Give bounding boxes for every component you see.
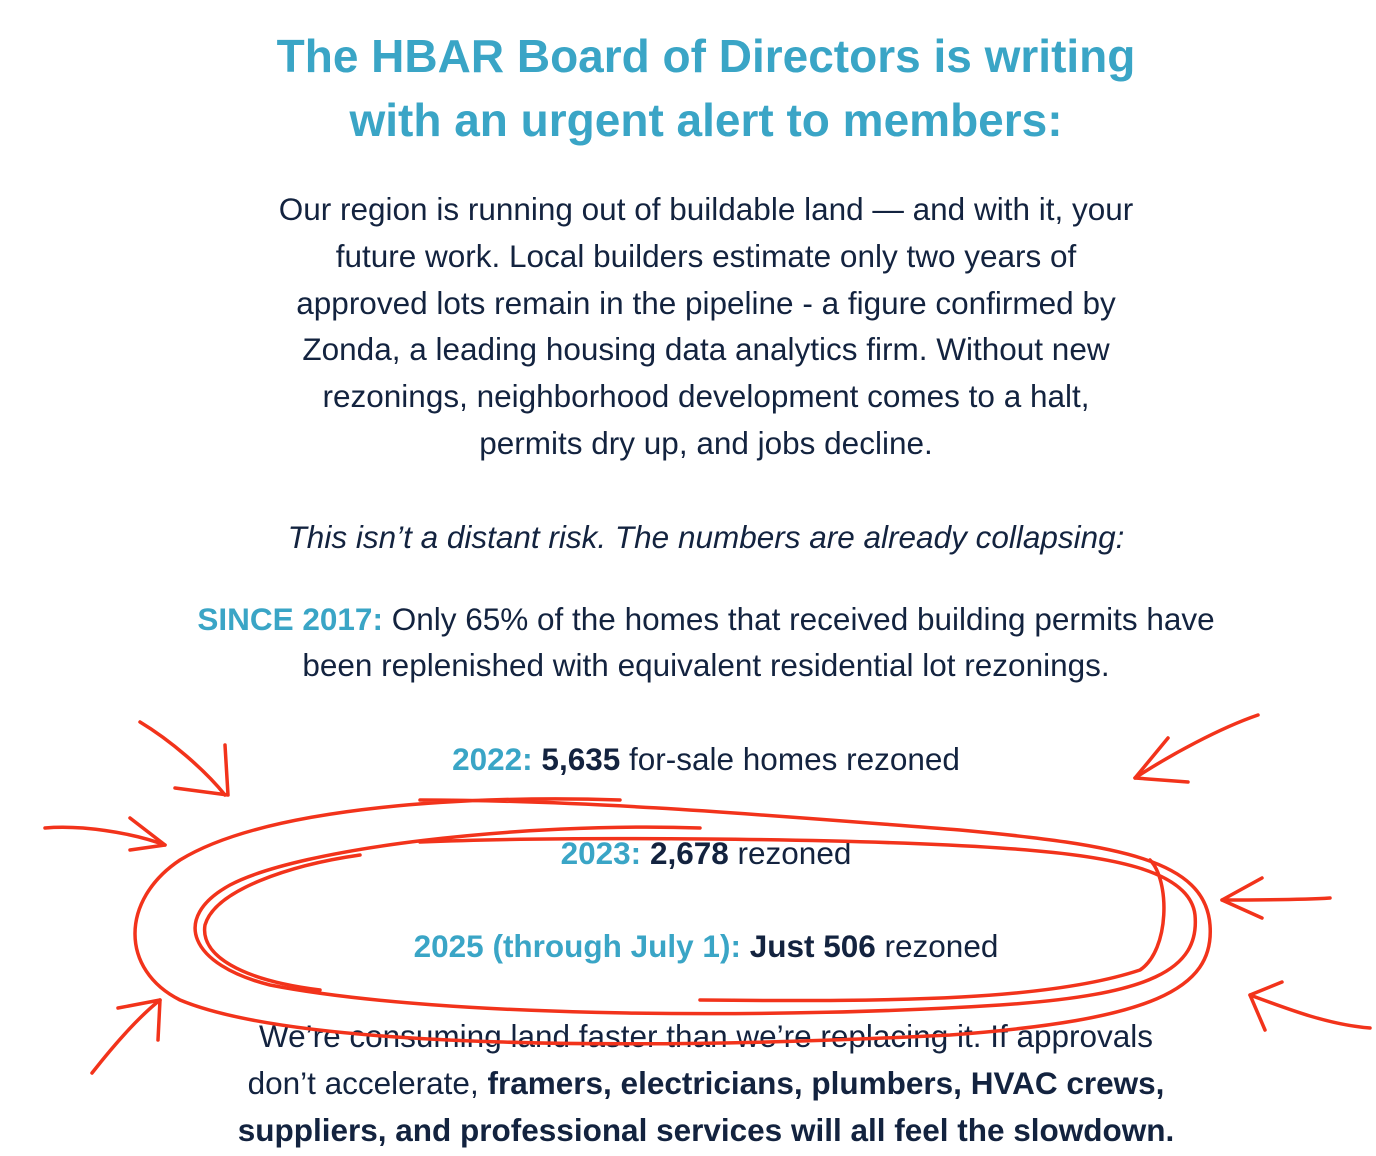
closing-paragraph [0, 1013, 1376, 1154]
since-label: SINCE 2017: [197, 601, 383, 637]
stat-2023 [0, 830, 1376, 876]
intro-paragraph [0, 186, 1376, 467]
closing-line-2 [0, 1060, 1376, 1107]
stat-2022 [0, 736, 1376, 782]
headline [0, 24, 1376, 152]
intro-line-5: rezonings, neighborhood development comes to a halt, [322, 378, 1090, 415]
closing-line-3: suppliers, and professional services will all feel the slowdown. [237, 1112, 1175, 1148]
stat-label: 2023: [560, 835, 642, 871]
since-2017-paragraph [0, 596, 1376, 688]
closing-line-2-text: don’t accelerate, [247, 1065, 488, 1101]
intro-line-2: future work. Local builders estimate only two years of [335, 237, 1077, 274]
intro-line-6: permits dry up, and jobs decline. [479, 424, 933, 461]
intro-line-3: approved lots remain in the pipeline - a figure confirmed by [296, 284, 1116, 321]
stat-value: 5,635 [541, 741, 621, 777]
since-line-1 [0, 596, 1376, 642]
arrow-right [1222, 878, 1330, 918]
closing-line-2-bold: framers, electricians, plumbers, HVAC crews, [487, 1065, 1165, 1101]
stat-value: 2,678 [649, 835, 729, 871]
since-line-1-text: Only 65% of the homes that received building permits have [382, 601, 1215, 637]
closing-line-1: We’re consuming land faster than we’re replacing it. If approvals [258, 1018, 1154, 1054]
intro-line-1: Our region is running out of buildable land — and with it, your [278, 191, 1134, 227]
stat-suffix: rezoned [875, 928, 999, 964]
stat-value: Just 506 [749, 928, 876, 964]
emphasis-statement: This isn’t a distant risk. The numbers are already collapsing: [287, 519, 1125, 555]
stat-suffix: rezoned [728, 835, 852, 871]
stat-2025 [0, 923, 1376, 969]
headline-line-1: The HBAR Board of Directors is writing [276, 30, 1136, 82]
headline-line-2: with an urgent alert to members: [349, 94, 1063, 146]
stat-label: 2025 (through July 1): [413, 928, 741, 964]
stat-label: 2022: [452, 741, 533, 777]
since-line-2: been replenished with equivalent residential lot rezonings. [302, 647, 1110, 683]
intro-line-4: Zonda, a leading housing data analytics firm. Without new [302, 331, 1110, 368]
stat-suffix: for-sale homes rezoned [620, 741, 960, 777]
